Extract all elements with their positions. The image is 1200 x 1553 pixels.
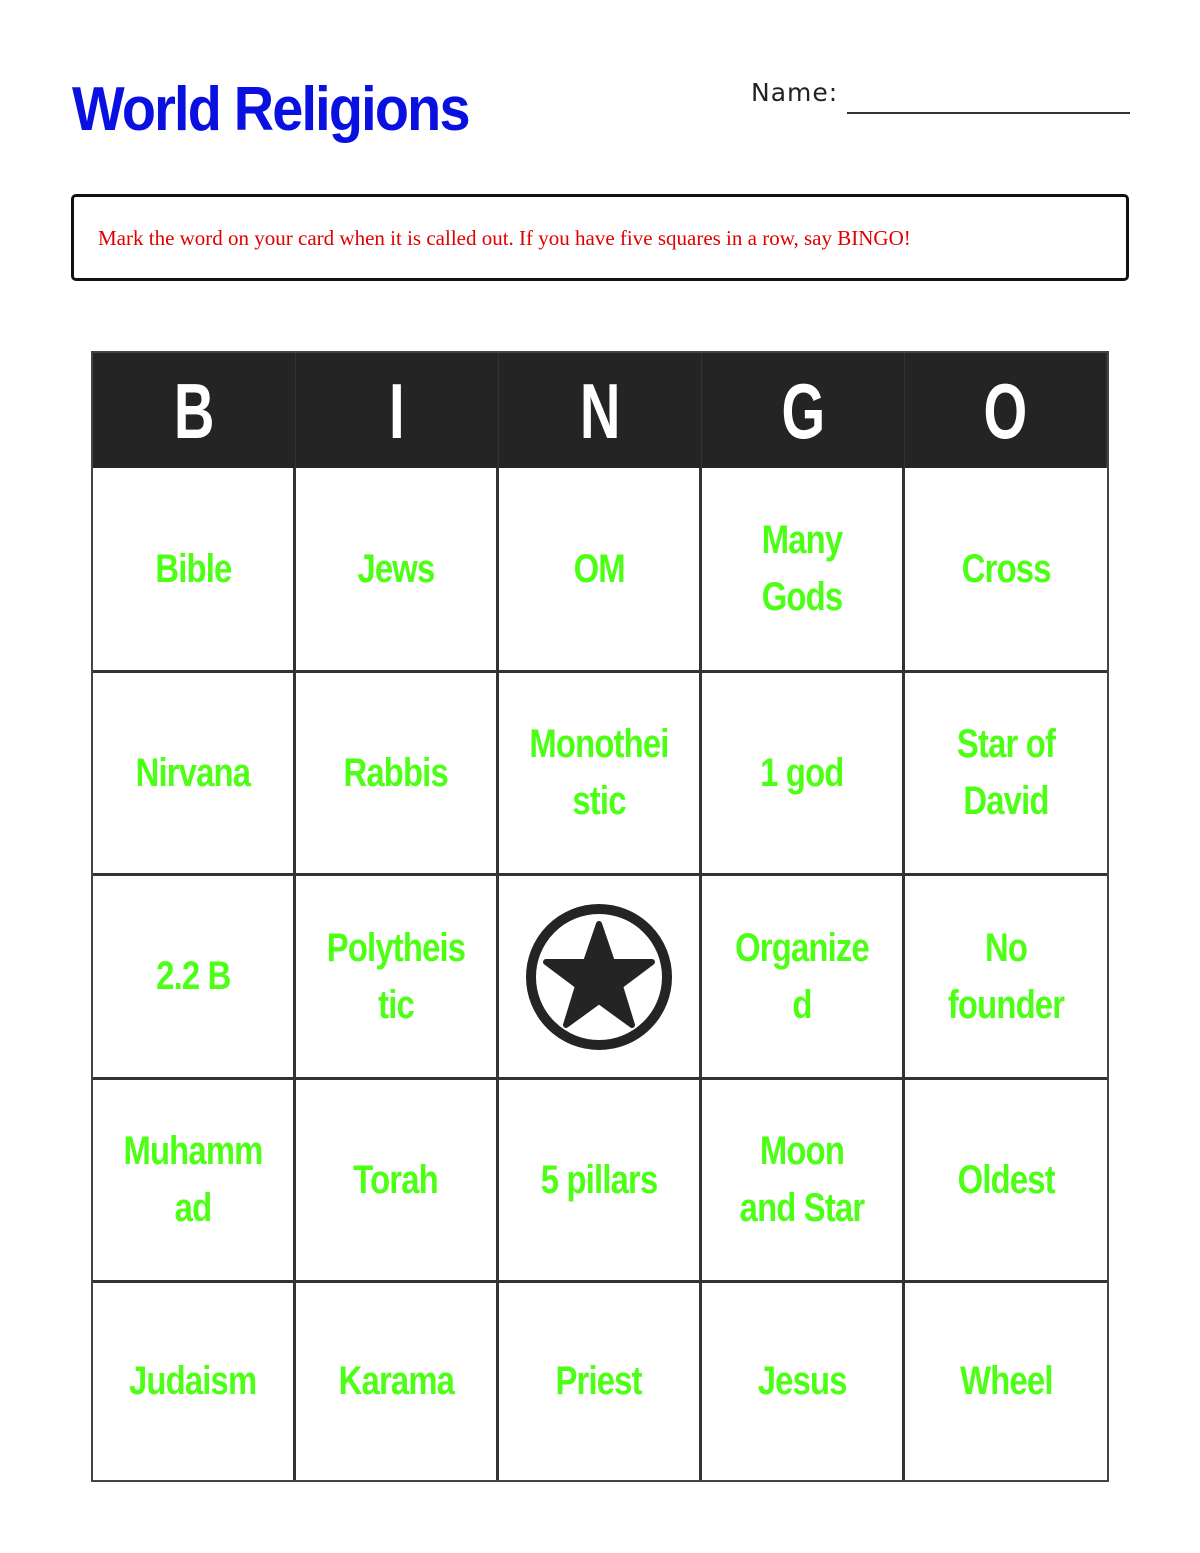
bingo-cell[interactable]	[93, 468, 296, 670]
bingo-cell[interactable]	[905, 670, 1107, 873]
bingo-header-b	[93, 353, 296, 468]
bingo-header-o	[905, 353, 1107, 468]
bingo-letter: O	[983, 366, 1028, 455]
bingo-cell-text: Oldest	[957, 1157, 1055, 1202]
bingo-cell[interactable]	[296, 1280, 499, 1480]
instructions-text: Mark the word on your card when it is called out. If you have five squares in a row, say BINGO!	[98, 226, 911, 250]
bingo-letter: G	[781, 366, 825, 455]
bingo-cell-text: Jews	[357, 546, 435, 591]
bingo-cell-text: Priest	[555, 1359, 643, 1403]
bingo-cell[interactable]	[93, 873, 296, 1077]
bingo-cell-text: 5 pillars	[540, 1157, 658, 1202]
bingo-cell-text: Rabbis	[343, 750, 449, 795]
bingo-cell[interactable]	[499, 1077, 702, 1280]
instructions-box	[71, 194, 1129, 281]
bingo-cell-text: Cross	[961, 546, 1051, 591]
bingo-cell-text: Karama	[338, 1359, 454, 1403]
bingo-cell[interactable]	[93, 1280, 296, 1480]
bingo-cell-text: Polytheistic	[326, 925, 466, 1027]
bingo-cell-text: Judaism	[129, 1359, 257, 1403]
bingo-cell-text: 1 god	[760, 750, 844, 795]
bingo-header-g	[702, 353, 905, 468]
bingo-cell[interactable]	[296, 670, 499, 873]
bingo-cell[interactable]	[296, 873, 499, 1077]
bingo-cell-text: Moon and Star	[739, 1129, 865, 1230]
bingo-letter: B	[173, 366, 215, 455]
bingo-cell[interactable]	[702, 1280, 905, 1480]
bingo-cell-text: Torah	[353, 1157, 439, 1202]
bingo-cell-text: No founder	[947, 925, 1065, 1027]
bingo-board	[91, 351, 1109, 1482]
bingo-cell[interactable]	[296, 1077, 499, 1280]
free-space[interactable]	[499, 873, 702, 1077]
bingo-cell[interactable]	[499, 670, 702, 873]
bingo-cell[interactable]	[93, 670, 296, 873]
bingo-cell[interactable]	[905, 1077, 1107, 1280]
page-title: World Religions	[72, 75, 469, 144]
bingo-cell[interactable]	[93, 1077, 296, 1280]
name-field-line[interactable]	[847, 112, 1130, 114]
bingo-cell-text: Organized	[735, 925, 869, 1027]
bingo-cell-text: Wheel	[959, 1359, 1053, 1403]
bingo-cell[interactable]	[499, 1280, 702, 1480]
bingo-cell[interactable]	[905, 468, 1107, 670]
bingo-cell-text: Bible	[154, 546, 232, 591]
bingo-cell[interactable]	[702, 1077, 905, 1280]
name-label: Name:	[751, 78, 839, 107]
bingo-cell[interactable]	[296, 468, 499, 670]
bingo-cell[interactable]	[905, 1280, 1107, 1480]
bingo-cell-text: OM	[573, 546, 625, 591]
bingo-letter: I	[389, 366, 405, 455]
bingo-cell[interactable]	[702, 468, 905, 670]
bingo-cell[interactable]	[905, 873, 1107, 1077]
bingo-header-i	[296, 353, 499, 468]
bingo-cell-text: Monotheistic	[529, 722, 669, 823]
bingo-cell-text: Muhammad	[123, 1129, 263, 1230]
bingo-cell-text: Star of David	[956, 722, 1056, 823]
bingo-header-n	[499, 353, 702, 468]
bingo-cell-text: 2.2 B	[155, 954, 231, 998]
bingo-cell[interactable]	[499, 468, 702, 670]
bingo-cell-text: Many Gods	[761, 518, 843, 619]
bingo-cell[interactable]	[702, 873, 905, 1077]
bingo-cell-text: Jesus	[757, 1359, 847, 1403]
bingo-letter: N	[579, 366, 621, 455]
bingo-cell-text: Nirvana	[135, 750, 251, 795]
bingo-cell[interactable]	[702, 670, 905, 873]
star-in-circle-icon	[524, 902, 674, 1052]
